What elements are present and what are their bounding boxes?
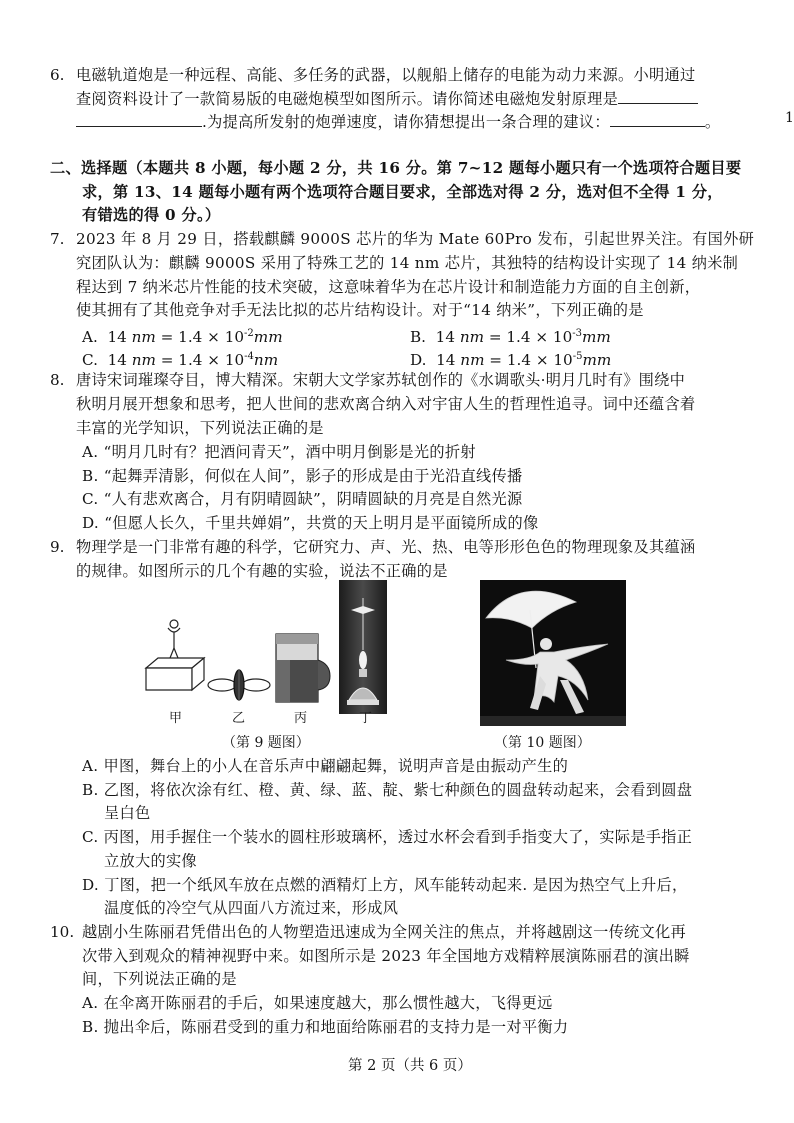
page-footer: 第 2 页（共 6 页） [348, 1058, 472, 1074]
q9-option-c-line2: 立放大的实像 [104, 852, 197, 870]
q9-option-a[interactable]: A. 甲图，舞台上的小人在音乐声中翩翩起舞，说明声音是由振动产生的 [82, 757, 569, 775]
q9-option-d-line2: 温度低的冷空气从四面八方流过来，形成风 [104, 899, 399, 917]
figure-label-bing: 丙 [294, 711, 308, 726]
margin-mark: 1 [785, 110, 794, 126]
q9-option-c-line1[interactable]: C. 丙图，用手握住一个装水的圆柱形玻璃杯，透过水杯会看到手指变大了，实际是手指正 [82, 828, 693, 846]
q7-option-c[interactable]: C. 14 nm = $1.4 \times 10^{-4}nm$ [82, 351, 279, 370]
figure-yi-color-disc [204, 665, 274, 705]
q9-option-d-line1[interactable]: D. 丁图，把一个纸风车放在点燃的酒精灯上方，风车能转动起来. 是因为热空气上升后， [82, 876, 688, 894]
q6-number: 6. [50, 66, 65, 84]
q10-line2: 次带入到观众的精神视野中来。如图所示是 2023 年全国地方戏精粹展演陈丽君的演出瞬 [82, 947, 690, 965]
q6-line2-text: 查阅资料设计了一款简易版的电磁炮模型如图所示。请你简述电磁炮发射原理是 [76, 90, 619, 108]
section2-line2: 求，第 13、14 题每小题有两个选项符合题目要求，全部选对得 2 分，选对但不全得 1 分， [82, 183, 723, 201]
q9-option-b-line1[interactable]: B. 乙图，将依次涂有红、橙、黄、绿、蓝、靛、紫七种颜色的圆盘转动起来，会看到圆盘 [82, 781, 693, 799]
figure-bing-glass-cup [270, 630, 332, 705]
q6-line3 [76, 112, 720, 132]
q7-line1: 2023 年 8 月 29 日，搭载麒麟 9000S 芯片的华为 Mate 60Pro 发布，引起世界关注。有国外研 [76, 230, 755, 248]
section2-line1: 二、选择题（本题共 8 小题，每小题 2 分，共 16 分。第 7~12 题每小题只有一个选项符合题目要 [50, 159, 742, 177]
q8-option-d[interactable]: D. “但愿人长久，千里共婵娟”，共赏的天上明月是平面镜所成的像 [82, 514, 539, 532]
q9-line1: 物理学是一门非常有趣的科学，它研究力、声、光、热、电等形形色色的物理现象及其蕴涵 [76, 538, 696, 556]
q7-option-a[interactable]: A. 14 nm = $1.4 \times 10^{-2}mm$ [82, 328, 283, 347]
q7-line2: 究团队认为：麒麟 9000S 采用了特殊工艺的 14 nm 芯片，其独特的结构设计实现了 14 纳米制 [76, 254, 739, 272]
q6-line3-text: .为提高所发射的炮弹速度，请你猜想提出一条合理的建议： [202, 113, 610, 131]
q8-option-a[interactable]: A. “明月几时有？把酒问青天”，酒中明月倒影是光的折射 [82, 443, 476, 461]
q10-option-a[interactable]: A. 在伞离开陈丽君的手后，如果速度越大，那么惯性越大，飞得更远 [82, 994, 553, 1012]
section2-line3: 有错选的得 0 分。） [82, 206, 221, 224]
q7-line3: 程达到 7 纳米芯片性能的技术突破，这意味着华为在芯片设计和制造能力方面的自主创新， [76, 278, 701, 296]
q10-line3: 间，下列说法正确的是 [82, 970, 237, 988]
q10-option-b[interactable]: B. 抛出伞后，陈丽君受到的重力和地面给陈丽君的支持力是一对平衡力 [82, 1018, 569, 1036]
q6-answer-blank-2[interactable] [76, 112, 202, 127]
q6-line3-end: 。 [704, 113, 721, 131]
q7-number: 7. [50, 230, 65, 248]
q8-line1: 唐诗宋词璀璨夺目，博大精深。宋朝大文学家苏轼创作的《水调歌头·明月几时有》围绕中 [76, 371, 686, 389]
q7-line4: 使其拥有了其他竞争对手无法比拟的芯片结构设计。对于“14 纳米”，下列正确的是 [76, 301, 644, 319]
q7-option-b[interactable]: B. 14 nm = $1.4 \times 10^{-3}mm$ [410, 328, 611, 347]
figure-10-caption: （第 10 题图） [494, 735, 591, 751]
q9-line2: 的规律。如图所示的几个有趣的实验，说法不正确的是 [76, 562, 448, 580]
q10-line1: 越剧小生陈丽君凭借出色的人物塑造迅速成为全网关注的焦点，并将越剧这一传统文化再 [82, 923, 687, 941]
q6-line2 [76, 89, 698, 109]
figure-9-caption: （第 9 题图） [222, 735, 310, 751]
q6-line1: 电磁轨道炮是一种远程、高能、多任务的武器，以舰船上储存的电能为动力来源。小明通过 [76, 66, 696, 84]
q8-line3: 丰富的光学知识，下列说法正确的是 [76, 419, 324, 437]
q8-option-c[interactable]: C. “人有悲欢离合，月有阴晴圆缺”，阴晴圆缺的月亮是自然光源 [82, 490, 523, 508]
figure-label-jia: 甲 [169, 711, 183, 726]
q8-line2: 秋明月展开想象和思考，把人世间的悲欢离合纳入对宇宙人生的哲理性追寻。词中还蕴含着 [76, 395, 696, 413]
q10-number: 10. [50, 923, 75, 941]
q6-answer-blank-3[interactable] [610, 112, 705, 127]
figure-jia-dancer-on-box [140, 612, 210, 692]
q6-answer-blank-1[interactable] [618, 89, 698, 104]
figure-label-ding: 丁 [359, 711, 373, 726]
q8-number: 8. [50, 371, 65, 389]
q7-option-d[interactable]: D. 14 nm = $1.4 \times 10^{-5}mm$ [410, 351, 612, 370]
figure-10-performer-umbrella-photo [480, 580, 626, 726]
figure-label-yi: 乙 [232, 711, 246, 726]
q9-number: 9. [50, 538, 65, 556]
q8-option-b[interactable]: B. “起舞弄清影，何似在人间”，影子的形成是由于光沿直线传播 [82, 467, 523, 485]
q9-option-b-line2: 呈白色 [104, 804, 151, 822]
figure-ding-windmill-lamp [339, 580, 387, 714]
